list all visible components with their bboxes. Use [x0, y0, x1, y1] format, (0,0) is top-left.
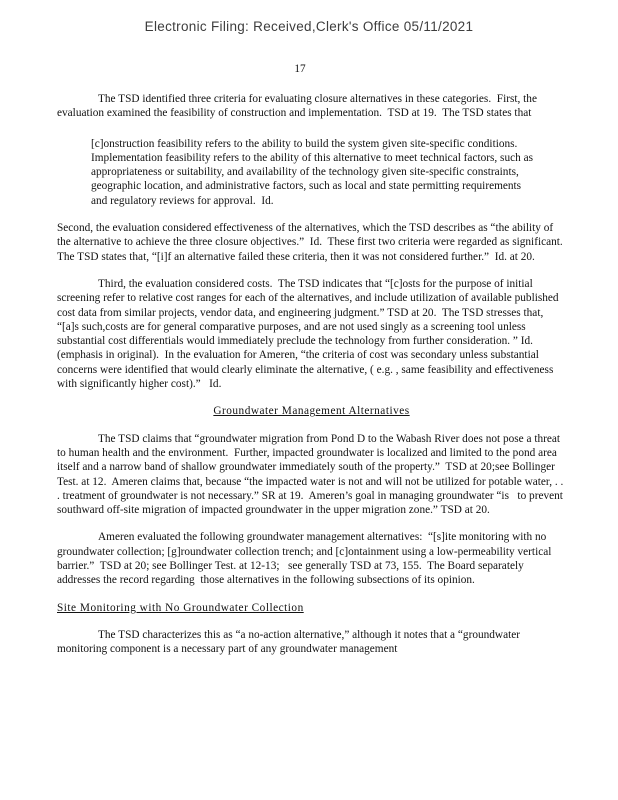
paragraph-third-costs: Third, the evaluation considered costs. The TSD indicates that “[c]osts for the purpose of initial screening refer to relative cost ranges for each of the alternatives, and include utilization of available published cost data from similar projects, vendor data, and engineering judgment.” TSD at 20. The TSD stresses that, “[a]s such,costs are for general comparative purposes, and are not used singly as a screening tool unless substantial cost differentials would immediately preclude the technology from further consideration. ” Id. (emphasis in original). In the evaluation for Ameren, “the criteria of cost was secondary unless substantial concerns were identified that would clearly eliminate the alternative, ( e.g. , same feasibility and effectiveness with significantly higher cost).” Id.	[57, 277, 562, 391]
paragraph-ameren-alternatives: Ameren evaluated the following groundwater management alternatives: “[s]ite monitoring with no groundwater collection; [g]roundwater collection trench; and [c]ontainment using a low-permeability vertical barrier.” TSD at 20; see Bollinger Test. at 12-13; see generally TSD at 73, 155. The Board separately addresses the record regarding those alternatives in the following subsections of its opinion.	[57, 531, 555, 587]
electronic-filing-header-text: Electronic Filing: Received,Clerk's Office 05/11/2021	[144, 21, 474, 34]
page-number: 17	[294, 63, 306, 75]
heading-groundwater-management-alternatives: Groundwater Management Alternatives	[213, 405, 410, 418]
electronic-filing-header	[0, 21, 618, 37]
paragraph-second-effectiveness: Second, the evaluation considered effectiveness of the alternatives, which the TSD describes as “the ability of the alternative to achieve the three closure objectives.” Id. These first two criteria were regarded as significant. The TSD states that, “[i]f an alternative failed these criteria, then it was not considered further.” Id. at 20.	[57, 222, 569, 263]
block-quote-construction-feasibility: [c]onstruction feasibility refers to the ability to build the system given site-specific conditions. Implementation feasibility refers to the ability of this alternative to meet technical factors, such as appropriateness or suitability, and availability of the technology given site-specific constraints, geographic location, and administrative factors, such as local and state permitting requirements and regulatory reviews for approval. Id.	[91, 137, 536, 207]
paragraph-tsd-criteria: The TSD identified three criteria for evaluating closure alternatives in these categories. First, the evaluation examined the feasibility of construction and implementation. TSD at 19. The TSD states that	[57, 93, 540, 120]
heading-site-monitoring-no-collection: Site Monitoring with No Groundwater Collection	[57, 601, 304, 614]
paragraph-no-action-alternative: The TSD characterizes this as “a no-action alternative,” although it notes that a “groundwater monitoring component is a necessary part of any groundwater management	[57, 628, 523, 656]
paragraph-groundwater-migration: The TSD claims that “groundwater migration from Pond D to the Wabash River does not pose a threat to human health and the environment. Further, impacted groundwater is localized and limited to the pond area itself and a narrow band of shallow groundwater immediately south of the property.” TSD at 20;see Bollinger Test. at 12. Ameren claims that, because “the impacted water is not and will not be utilized for potable water, . . . treatment of groundwater is not necessary.” SR at 19. Ameren’s goal in managing groundwater “is to prevent southward off-site migration of impacted groundwater in the upper migration zone.” TSD at 20.	[57, 432, 567, 517]
document-body	[57, 92, 569, 670]
